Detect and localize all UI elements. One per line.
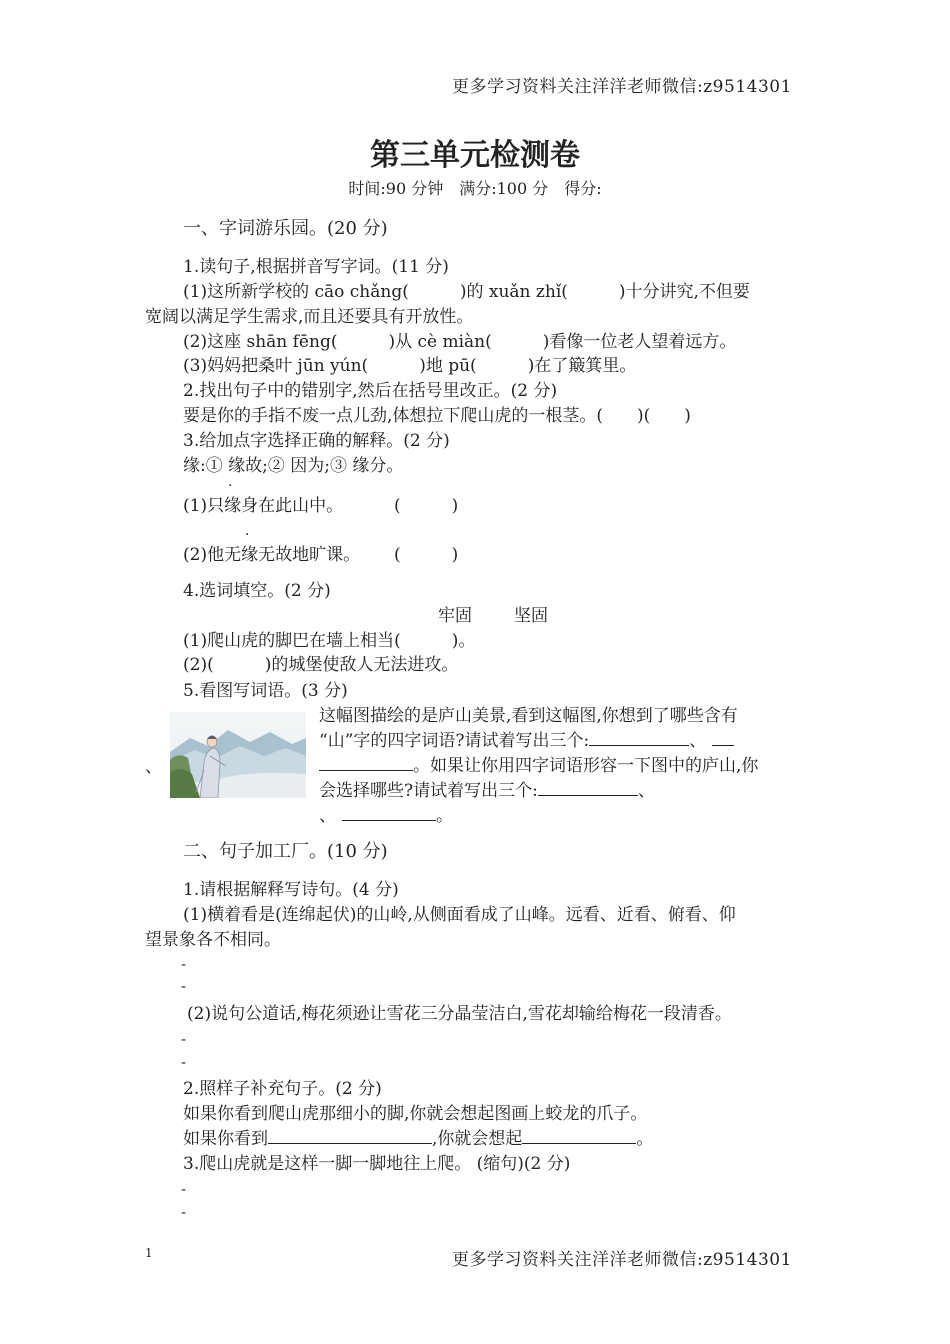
- q1-line1b: 宽阔以满足学生需求,而且还要具有开放性。: [145, 307, 474, 327]
- page-title: 第三单元检测卷: [370, 138, 580, 173]
- s2-q2-fill-c: 。: [636, 1129, 654, 1149]
- answer-blank[interactable]: [589, 731, 689, 746]
- q1-stem: 1.读句子,根据拼音写字词。(11 分): [183, 257, 449, 277]
- s2-q1-line1a: (1)横着看是(连绵起伏)的山岭,从侧面看成了山峰。远看、近看、俯看、仰: [183, 905, 736, 925]
- q1-line2: (2)这座 shān fēng( )从 cè miàn( )看像一位老人望着远方。: [183, 332, 737, 352]
- q5-line2-sep: 、: [689, 731, 707, 751]
- s2-q2-fill-b: ,你就会想起: [432, 1129, 523, 1149]
- emphasis-dot-2: .: [245, 523, 250, 539]
- q5-line5-end: 。: [436, 806, 453, 826]
- q4-item1: (1)爬山虎的脚巴在墙上相当( )。: [183, 631, 476, 651]
- q5-line3-text: 。如果让你用四字词语形容一下图中的庐山,你: [413, 756, 759, 776]
- lushan-illustration: [170, 712, 306, 798]
- answer-line-mark[interactable]: -: [181, 1030, 187, 1048]
- q2-stem: 2.找出句子中的错别字,然后在括号里改正。(2 分): [183, 381, 558, 401]
- q5-line5: [319, 801, 453, 826]
- q4-word1: 牢固: [438, 606, 472, 626]
- q3-item2: (2)他无缘无故地旷课。: [183, 545, 361, 565]
- s2-q2-example: 如果你看到爬山虎那细小的脚,你就会想起图画上蛟龙的爪子。: [183, 1104, 648, 1124]
- answer-line-mark[interactable]: -: [181, 977, 187, 995]
- q4-stem: 4.选词填空。(2 分): [183, 581, 331, 601]
- answer-blank[interactable]: [268, 1129, 432, 1144]
- s2-q2-stem: 2.照样子补充句子。(2 分): [183, 1079, 382, 1099]
- q5-line5-sep: 、: [319, 806, 336, 826]
- s2-q3-stem: 3.爬山虎就是这样一脚一脚地往上爬。 (缩句)(2 分): [183, 1154, 571, 1174]
- s2-q2-fill-a: 如果你看到: [183, 1129, 268, 1149]
- q5-line1: 这幅图描绘的是庐山美景,看到这幅图,你想到了哪些含有: [319, 706, 738, 726]
- q3-options: 缘:① 缘故;② 因为;③ 缘分。: [183, 456, 404, 476]
- answer-blank[interactable]: [538, 781, 638, 796]
- q2-sentence: 要是你的手指不废一点儿劲,体想拉下爬山虎的一根茎。( )( ): [183, 406, 691, 426]
- q1-line3: (3)妈妈把桑叶 jūn yún( )地 pū( )在了簸箕里。: [183, 356, 637, 376]
- q3-item1-paren: ( ): [394, 496, 459, 516]
- exam-info: 时间:90 分钟 满分:100 分 得分:: [348, 179, 602, 198]
- section-heading-2: 二、句子加工厂。(10 分): [183, 841, 388, 862]
- s2-q1-line1b: 望景象各不相同。: [145, 930, 281, 950]
- answer-line-mark[interactable]: -: [181, 1180, 187, 1198]
- q4-item2: (2)( )的城堡使敌人无法进攻。: [183, 655, 459, 675]
- q5-line4-sep: 、: [637, 781, 655, 801]
- answer-line-mark[interactable]: -: [181, 955, 187, 973]
- answer-blank[interactable]: [319, 756, 413, 771]
- q1-line1a: (1)这所新学校的 cāo chǎng( )的 xuǎn zhǐ( )十分讲究,不但要: [183, 282, 750, 302]
- s2-q2-fill: [183, 1124, 653, 1149]
- header-watermark: 更多学习资料关注洋洋老师微信:z9514301: [452, 77, 792, 97]
- s2-q1-line2: (2)说句公道话,梅花须逊让雪花三分晶莹洁白,雪花却输给梅花一段清香。: [187, 1004, 732, 1024]
- q5-line3: [319, 751, 758, 776]
- q3-item2-paren: ( ): [394, 545, 459, 565]
- q5-line2: [319, 726, 734, 751]
- q3-item1: (1)只缘身在此山中。: [183, 496, 344, 516]
- page-number: 1: [145, 1246, 153, 1260]
- q5-stem: 5.看图写词语。(3 分): [183, 681, 348, 701]
- q3-stem: 3.给加点字选择正确的解释。(2 分): [183, 431, 450, 451]
- q5-lead-mark: 、: [145, 757, 162, 777]
- answer-line-mark[interactable]: -: [181, 1053, 187, 1071]
- q5-line4-text: 会选择哪些?请试着写出三个:: [319, 781, 538, 801]
- answer-line-mark[interactable]: -: [181, 1203, 187, 1221]
- answer-blank[interactable]: [712, 731, 734, 746]
- section-heading-1: 一、字词游乐园。(20 分): [183, 218, 388, 239]
- q4-word2: 坚固: [514, 606, 548, 626]
- q5-line2-text: “山”字的四字词语?请试着写出三个:: [319, 731, 590, 751]
- s2-q1-stem: 1.请根据解释写诗句。(4 分): [183, 880, 399, 900]
- q5-line4: [319, 776, 655, 801]
- answer-blank[interactable]: [522, 1129, 636, 1144]
- emphasis-dot-1: .: [228, 474, 233, 490]
- footer-watermark: 更多学习资料关注洋洋老师微信:z9514301: [452, 1250, 792, 1270]
- answer-blank[interactable]: [342, 806, 436, 821]
